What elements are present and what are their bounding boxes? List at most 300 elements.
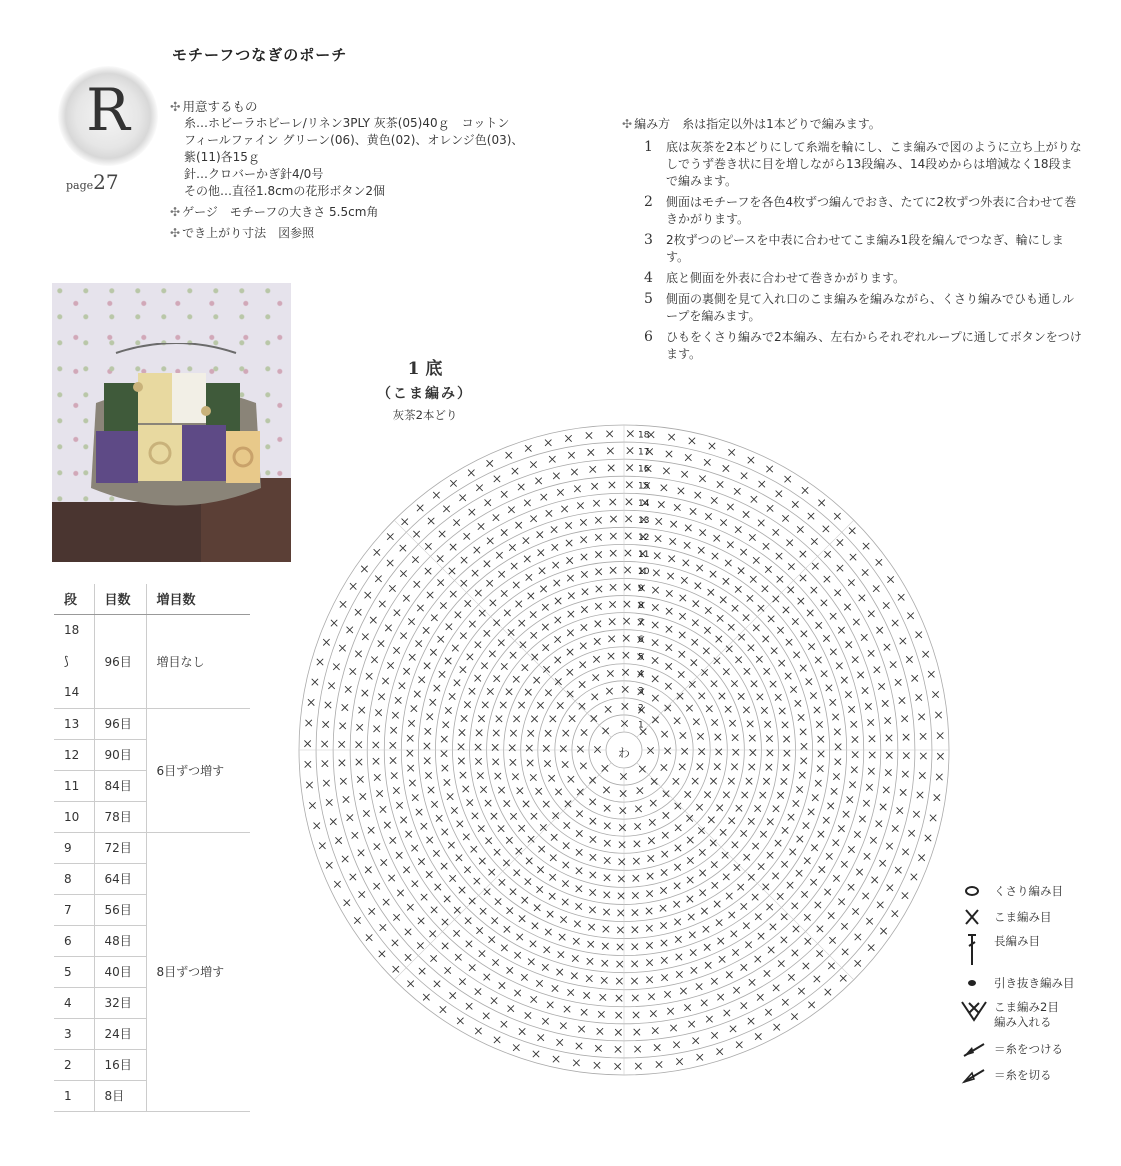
single-crochet-mark <box>538 846 544 852</box>
single-crochet-mark <box>575 903 581 909</box>
single-crochet-mark <box>716 636 722 642</box>
single-crochet-mark <box>652 1027 658 1033</box>
single-crochet-mark <box>378 640 384 646</box>
single-crochet-mark <box>504 926 510 932</box>
single-crochet-mark <box>803 963 809 969</box>
materials-section <box>170 98 610 242</box>
single-crochet-mark <box>723 465 729 471</box>
single-crochet-mark <box>792 501 798 507</box>
round-number-label: 8 <box>638 601 644 612</box>
single-crochet-mark <box>617 944 623 950</box>
increase-note: 増目なし <box>146 614 250 708</box>
single-crochet-mark <box>485 800 491 806</box>
single-crochet-mark <box>342 856 348 862</box>
single-crochet-mark <box>747 721 753 727</box>
section-badge <box>58 66 158 166</box>
single-crochet-mark <box>787 882 793 888</box>
single-crochet-mark <box>494 849 500 855</box>
single-crochet-mark <box>540 586 546 592</box>
single-crochet-mark <box>561 506 567 512</box>
single-crochet-mark <box>900 638 906 644</box>
single-crochet-mark <box>673 778 679 784</box>
single-crochet-mark <box>928 671 934 677</box>
single-crochet-mark <box>715 734 721 740</box>
single-crochet-mark <box>515 522 521 528</box>
single-crochet-mark <box>759 481 765 487</box>
single-crochet-mark <box>748 1018 754 1024</box>
increase-icon <box>960 998 990 1034</box>
single-crochet-mark <box>742 792 748 798</box>
instruction-step: 4 底と側面を外表に合わせて巻きかがります。 <box>644 270 906 286</box>
single-crochet-mark <box>634 1046 640 1052</box>
single-crochet-mark <box>895 679 901 685</box>
single-crochet-mark <box>390 837 396 843</box>
single-crochet-mark <box>758 863 764 869</box>
single-crochet-mark <box>389 585 395 591</box>
single-crochet-mark <box>543 745 549 751</box>
single-crochet-mark <box>793 652 799 658</box>
single-crochet-mark <box>363 810 369 816</box>
round-number-label: 9 <box>638 584 644 595</box>
single-crochet-mark <box>741 1002 747 1008</box>
single-crochet-mark <box>675 936 681 942</box>
legend-join: ＝糸をつける <box>958 1038 1108 1060</box>
single-crochet-mark <box>387 533 393 539</box>
single-crochet-mark <box>501 945 507 951</box>
single-crochet-mark <box>704 944 710 950</box>
single-crochet-mark <box>634 841 640 847</box>
single-crochet-mark <box>491 997 497 1003</box>
stitch-count: 96目 <box>94 614 146 708</box>
single-crochet-mark <box>829 937 835 943</box>
single-crochet-mark <box>908 830 914 836</box>
single-crochet-mark <box>675 825 681 831</box>
single-crochet-mark <box>755 956 761 962</box>
single-crochet-mark <box>811 845 817 851</box>
single-crochet-mark <box>712 882 718 888</box>
table-row: 13 96目 6目ずつ増す <box>54 708 250 739</box>
single-crochet-mark <box>506 689 512 695</box>
single-crochet-mark <box>740 549 746 555</box>
legend-double: 長編み目 <box>958 932 1108 968</box>
single-crochet-mark <box>474 547 480 553</box>
single-crochet-mark <box>373 883 379 889</box>
single-crochet-mark <box>660 905 666 911</box>
single-crochet-mark <box>925 835 931 841</box>
single-crochet-mark <box>876 627 882 633</box>
single-crochet-mark <box>824 576 830 582</box>
single-crochet-mark <box>487 688 493 694</box>
single-crochet-mark <box>416 809 422 815</box>
single-crochet-mark <box>811 587 817 593</box>
single-crochet-mark <box>728 449 734 455</box>
single-crochet-mark <box>701 669 707 675</box>
single-crochet-mark <box>862 569 868 575</box>
single-crochet-mark <box>799 772 805 778</box>
single-crochet-mark <box>610 516 616 522</box>
single-crochet-mark <box>568 452 574 458</box>
single-crochet-mark <box>538 1034 544 1040</box>
single-crochet-mark <box>380 806 386 812</box>
single-crochet-mark <box>522 664 528 670</box>
single-crochet-mark <box>461 580 467 586</box>
table-row: 10 78目 <box>54 801 250 832</box>
single-crochet-mark <box>793 800 799 806</box>
single-crochet-mark <box>879 860 885 866</box>
legend-cut: ＝糸を切る <box>958 1064 1108 1086</box>
single-crochet-mark <box>424 663 430 669</box>
single-crochet-mark <box>652 695 658 701</box>
single-crochet-mark <box>714 535 720 541</box>
single-crochet-mark <box>430 649 436 655</box>
single-crochet-mark <box>525 878 531 884</box>
single-crochet-mark <box>436 815 442 821</box>
single-crochet-mark <box>604 857 610 863</box>
single-crochet-mark <box>660 922 666 928</box>
single-crochet-mark <box>661 485 667 491</box>
single-crochet-mark <box>663 791 669 797</box>
single-crochet-mark <box>532 923 538 929</box>
slip-stitch-icon <box>960 972 990 994</box>
single-crochet-mark <box>390 742 396 748</box>
single-crochet-mark <box>542 644 548 650</box>
single-crochet-mark <box>816 721 822 727</box>
single-crochet-mark <box>766 735 772 741</box>
single-crochet-mark <box>580 519 586 525</box>
single-crochet-mark <box>588 941 594 947</box>
single-crochet-mark <box>524 500 530 506</box>
single-crochet-mark <box>733 987 739 993</box>
single-crochet-mark <box>508 1005 514 1011</box>
single-crochet-mark <box>476 927 482 933</box>
single-crochet-mark <box>498 640 504 646</box>
single-crochet-mark <box>728 624 734 630</box>
single-crochet-mark <box>431 801 437 807</box>
single-crochet-mark <box>717 994 723 1000</box>
single-crochet-mark <box>512 774 518 780</box>
single-crochet-mark <box>655 535 661 541</box>
single-crochet-mark <box>652 657 658 663</box>
single-crochet-mark <box>609 482 615 488</box>
single-crochet-mark <box>535 478 541 484</box>
single-crochet-mark <box>423 627 429 633</box>
single-crochet-mark <box>513 1044 519 1050</box>
single-crochet-mark <box>397 890 403 896</box>
single-crochet-mark <box>474 878 480 884</box>
single-crochet-mark <box>814 707 820 713</box>
table-row: 5 40目 <box>54 956 250 987</box>
single-crochet-mark <box>741 473 747 479</box>
single-crochet-mark <box>727 504 733 510</box>
single-crochet-mark <box>555 657 561 663</box>
single-crochet-mark <box>632 944 638 950</box>
table-row <box>54 614 250 708</box>
single-crochet-mark <box>480 786 486 792</box>
single-crochet-mark <box>443 506 449 512</box>
single-crochet-mark <box>516 601 522 607</box>
single-crochet-mark <box>704 627 710 633</box>
single-crochet-mark <box>508 629 514 635</box>
single-crochet-mark <box>501 590 507 596</box>
single-crochet-mark <box>743 923 749 929</box>
single-crochet-mark <box>543 666 549 672</box>
single-crochet-mark <box>400 817 406 823</box>
single-crochet-mark <box>496 552 502 558</box>
single-crochet-mark <box>765 566 771 572</box>
single-crochet-mark <box>652 587 658 593</box>
single-crochet-mark <box>421 823 427 829</box>
single-crochet-mark <box>484 889 490 895</box>
round-range: 18 ⟆ 14 <box>54 614 94 708</box>
single-crochet-mark <box>409 780 415 786</box>
single-crochet-mark <box>411 705 417 711</box>
yarn-line-2: フィールファイン グリーン(06)、黄色(02)、オレンジ色(03)、 <box>184 133 524 147</box>
single-crochet-mark <box>821 671 827 677</box>
single-crochet-mark <box>873 585 879 591</box>
single-crochet-mark <box>930 815 936 821</box>
single-crochet-mark <box>374 843 380 849</box>
single-crochet-mark <box>777 576 783 582</box>
single-crochet-mark <box>841 861 847 867</box>
single-crochet-mark <box>674 718 680 724</box>
single-crochet-mark <box>851 721 857 727</box>
single-crochet-mark <box>902 892 908 898</box>
table-header-row <box>54 584 250 614</box>
single-crochet-mark <box>851 767 857 773</box>
single-crochet-mark <box>400 633 406 639</box>
single-crochet-mark <box>666 590 672 596</box>
single-crochet-mark <box>647 873 653 879</box>
single-crochet-mark <box>602 765 608 771</box>
single-crochet-mark <box>469 621 475 627</box>
single-crochet-mark <box>808 513 814 519</box>
single-crochet-mark <box>772 873 778 879</box>
single-crochet-mark <box>704 459 710 465</box>
single-crochet-mark <box>439 671 445 677</box>
single-crochet-mark <box>920 733 926 739</box>
single-crochet-mark <box>567 669 573 675</box>
single-crochet-mark <box>537 886 543 892</box>
single-crochet-mark <box>886 752 892 758</box>
single-crochet-mark <box>581 571 587 577</box>
single-crochet-mark <box>766 904 772 910</box>
single-crochet-mark <box>726 972 732 978</box>
single-crochet-mark <box>403 867 409 873</box>
single-crochet-mark <box>598 1011 604 1017</box>
single-crochet-mark <box>510 730 516 736</box>
single-crochet-mark <box>359 891 365 897</box>
single-crochet-mark <box>738 693 744 699</box>
single-crochet-mark <box>501 663 507 669</box>
single-crochet-mark <box>828 912 834 918</box>
single-crochet-mark <box>626 464 632 470</box>
single-crochet-mark <box>402 519 408 525</box>
single-crochet-mark <box>895 867 901 873</box>
single-crochet-mark <box>920 753 926 759</box>
single-crochet-mark <box>710 840 716 846</box>
single-crochet-mark <box>528 959 534 965</box>
single-crochet-mark <box>338 741 344 747</box>
single-crochet-mark <box>547 1002 553 1008</box>
single-crochet-mark <box>767 750 773 756</box>
single-crochet-mark <box>902 849 908 855</box>
single-crochet-mark <box>617 961 623 967</box>
single-crochet-mark <box>493 730 499 736</box>
single-crochet-mark <box>542 1018 548 1024</box>
single-crochet-mark <box>433 850 439 856</box>
single-crochet-mark <box>736 1042 742 1048</box>
single-crochet-mark <box>697 1054 703 1060</box>
single-crochet-mark <box>444 896 450 902</box>
single-crochet-mark <box>608 653 614 659</box>
single-crochet-mark <box>407 981 413 987</box>
single-crochet-mark <box>877 902 883 908</box>
single-crochet-mark <box>732 605 738 611</box>
single-crochet-mark <box>756 656 762 662</box>
single-crochet-mark <box>774 1024 780 1030</box>
single-crochet-mark <box>356 741 362 747</box>
single-crochet-mark <box>433 492 439 498</box>
single-crochet-mark <box>661 764 667 770</box>
single-crochet-mark <box>743 707 749 713</box>
single-crochet-mark <box>699 529 705 535</box>
single-crochet-mark <box>464 867 470 873</box>
single-crochet-mark <box>755 914 761 920</box>
single-crochet-mark <box>690 508 696 514</box>
single-crochet-mark <box>339 645 345 651</box>
size-line: ✣ でき上がり寸法 図参照 <box>170 226 315 240</box>
single-crochet-mark <box>373 758 379 764</box>
single-crochet-mark <box>610 499 616 505</box>
single-crochet-mark <box>450 544 456 550</box>
single-crochet-mark <box>692 639 698 645</box>
single-crochet-mark <box>815 780 821 786</box>
single-crochet-mark <box>589 799 595 805</box>
single-crochet-mark <box>796 786 802 792</box>
single-crochet-mark <box>803 822 809 828</box>
single-crochet-mark <box>594 1062 600 1068</box>
single-crochet-mark <box>581 729 587 735</box>
single-crochet-mark <box>484 630 490 636</box>
single-crochet-mark <box>449 568 455 574</box>
header-round: 段 <box>54 584 94 614</box>
single-crochet-mark <box>518 484 524 490</box>
single-crochet-mark <box>765 1009 771 1015</box>
single-crochet-mark <box>424 758 430 764</box>
single-crochet-mark <box>705 607 711 613</box>
crochet-chart <box>284 400 1004 1100</box>
single-crochet-mark <box>384 822 390 828</box>
single-crochet-mark <box>516 848 522 854</box>
round-number-label: 12 <box>638 532 650 543</box>
single-crochet-mark <box>704 791 710 797</box>
single-crochet-mark <box>758 933 764 939</box>
diagram-subtitle: （こま編み） <box>377 386 473 402</box>
legend-chain: くさり編み目 <box>958 880 1108 902</box>
single-crochet-mark <box>699 870 705 876</box>
single-crochet-mark <box>738 568 744 574</box>
single-crochet-mark <box>667 573 673 579</box>
single-crochet-mark <box>347 627 353 633</box>
single-crochet-mark <box>825 989 831 995</box>
single-crochet-mark <box>701 908 707 914</box>
single-crochet-mark <box>618 910 624 916</box>
single-crochet-mark <box>785 673 791 679</box>
single-crochet-mark <box>484 974 490 980</box>
legend-single: こま編み目 <box>958 906 1108 928</box>
single-crochet-mark <box>719 693 725 699</box>
single-crochet-mark <box>452 645 458 651</box>
single-crochet-mark <box>542 964 548 970</box>
single-crochet-mark <box>808 1002 814 1008</box>
single-crochet-mark <box>604 840 610 846</box>
single-crochet-mark <box>654 1044 660 1050</box>
round-number-label: 17 <box>638 447 650 458</box>
single-crochet-mark <box>588 924 594 930</box>
single-crochet-mark <box>757 694 763 700</box>
single-crochet-mark <box>824 551 830 557</box>
single-crochet-mark <box>448 842 454 848</box>
single-crochet-mark <box>887 885 893 891</box>
single-crochet-mark <box>783 736 789 742</box>
single-crochet-mark <box>414 581 420 587</box>
single-crochet-mark <box>595 569 601 575</box>
single-crochet-mark <box>484 561 490 567</box>
single-crochet-mark <box>440 1006 446 1012</box>
single-crochet-mark <box>412 556 418 562</box>
single-crochet-mark <box>658 501 664 507</box>
single-crochet-mark <box>711 497 717 503</box>
single-crochet-mark <box>487 460 493 466</box>
single-crochet-mark <box>852 736 858 742</box>
single-crochet-mark <box>818 736 824 742</box>
single-crochet-mark <box>666 626 672 632</box>
single-crochet-mark <box>528 593 534 599</box>
single-crochet-mark <box>796 870 802 876</box>
single-crochet-mark <box>748 457 754 463</box>
round-number-label: 4 <box>638 669 644 680</box>
single-crochet-mark <box>798 714 804 720</box>
single-crochet-mark <box>863 543 869 549</box>
single-crochet-mark <box>426 837 432 843</box>
single-crochet-mark <box>610 567 616 573</box>
single-crochet-mark <box>326 799 332 805</box>
single-crochet-mark <box>495 773 501 779</box>
single-crochet-mark <box>610 584 616 590</box>
single-crochet-mark <box>567 575 573 581</box>
single-crochet-mark <box>770 924 776 930</box>
single-crochet-mark <box>554 636 560 642</box>
single-crochet-mark <box>711 978 717 984</box>
instruction-step: 3 2枚ずつのピースを中表に合わせてこま編み1段を編んでつなぎ、輪にします。 <box>644 232 1064 264</box>
single-crochet-mark <box>616 995 622 1001</box>
single-crochet-mark <box>735 526 741 532</box>
instruction-steps <box>622 139 1082 363</box>
single-crochet-mark <box>458 758 464 764</box>
single-crochet-mark <box>471 846 477 852</box>
single-crochet-mark <box>746 778 752 784</box>
single-crochet-mark <box>647 747 653 753</box>
single-crochet-mark <box>831 788 837 794</box>
single-crochet-mark <box>729 818 735 824</box>
single-crochet-mark <box>670 1025 676 1031</box>
single-crochet-mark <box>412 881 418 887</box>
single-crochet-mark <box>579 681 585 687</box>
single-crochet-mark <box>453 930 459 936</box>
single-crochet-mark <box>519 1028 525 1034</box>
single-crochet-mark <box>579 703 585 709</box>
single-crochet-mark <box>408 720 414 726</box>
